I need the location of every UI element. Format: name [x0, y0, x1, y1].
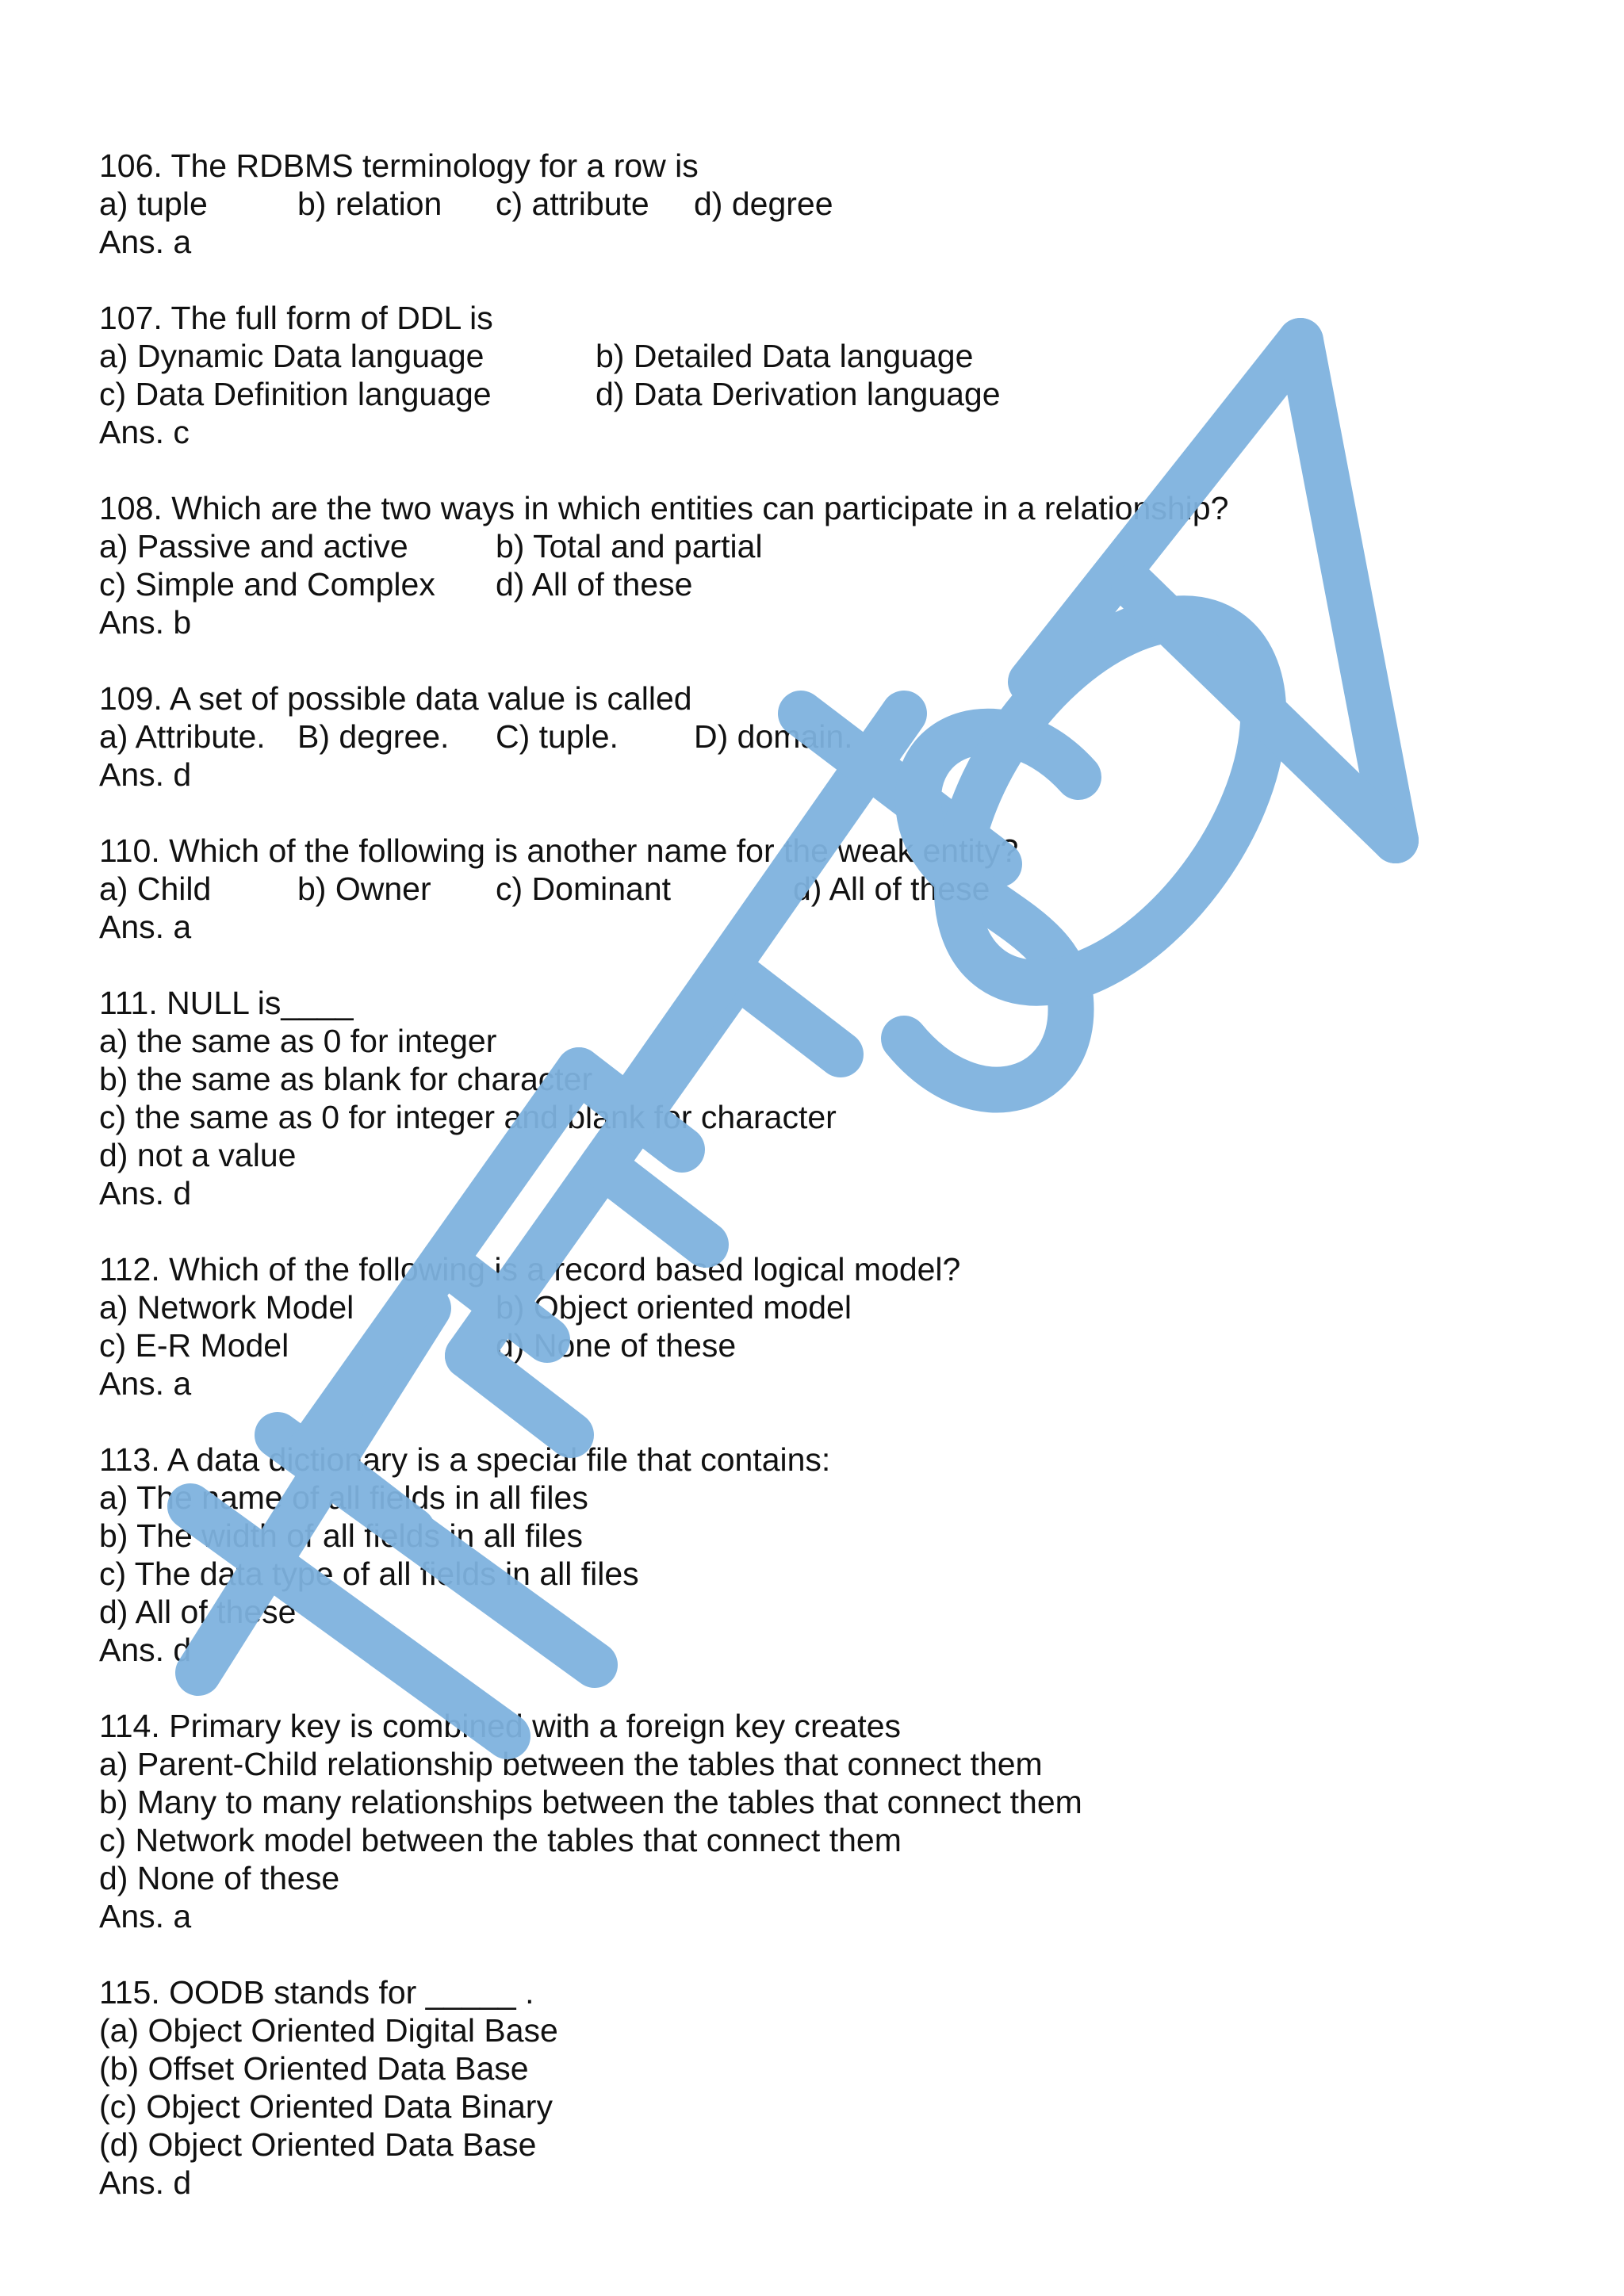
option-c: c) Simple and Complex: [99, 566, 435, 603]
question-115: [99, 1973, 1526, 2202]
options-row: [99, 565, 1526, 603]
options-row: [99, 1288, 1526, 1326]
answer: Ans. d: [99, 756, 192, 793]
question-109: [99, 679, 1526, 794]
answer: Ans. d: [99, 2164, 192, 2201]
options-row: [99, 527, 1526, 565]
question-stem: 107. The full form of DDL is: [99, 300, 493, 336]
question-stem: 112. Which of the following is a record based logical model?: [99, 1251, 961, 1288]
option-b: b) Object oriented model: [496, 1289, 852, 1326]
option-c: c) Data Definition language: [99, 376, 492, 412]
option-d: d) None of these: [496, 1327, 737, 1364]
option-b: b) Total and partial: [496, 528, 763, 564]
answer: Ans. a: [99, 1365, 192, 1402]
question-stem: 108. Which are the two ways in which entities can participate in a relationship?: [99, 490, 1229, 526]
option-d: d) Data Derivation language: [596, 376, 1001, 412]
option-a: a) Network Model: [99, 1289, 354, 1326]
options-row: [99, 185, 1526, 223]
answer: Ans. a: [99, 224, 192, 260]
option-c: c) Dominant: [496, 871, 672, 907]
option-c: (c) Object Oriented Data Binary: [99, 2088, 553, 2125]
option-d: D) domain.: [694, 718, 853, 755]
option-a: a) The name of all fields in all files: [99, 1479, 588, 1516]
question-stem: 111. NULL is____: [99, 985, 354, 1021]
option-d: d) degree: [694, 186, 833, 222]
answer: Ans. a: [99, 1898, 192, 1934]
option-c: c) E-R Model: [99, 1327, 289, 1364]
option-d: (d) Object Oriented Data Base: [99, 2126, 537, 2163]
answer: Ans. d: [99, 1175, 192, 1211]
question-106: [99, 147, 1526, 261]
option-b: (b) Offset Oriented Data Base: [99, 2050, 529, 2087]
options-row: [99, 1326, 1526, 1364]
option-b: b) The width of all fields in all files: [99, 1517, 583, 1554]
option-d: d) All of these: [99, 1594, 297, 1630]
question-114: [99, 1707, 1526, 1935]
option-c: c) The data type of all fields in all files: [99, 1556, 639, 1592]
answer: Ans. c: [99, 414, 190, 450]
answer: Ans. a: [99, 909, 192, 945]
question-stem: 113. A data dictionary is a special file that contains:: [99, 1441, 831, 1478]
question-stem: 109. A set of possible data value is called: [99, 680, 692, 717]
option-a: a) Parent-Child relationship between the tables that connect them: [99, 1746, 1043, 1782]
option-a: a) Passive and active: [99, 528, 408, 564]
question-stem: 106. The RDBMS terminology for a row is: [99, 147, 699, 184]
question-page: [99, 147, 1526, 2240]
option-b: b) Owner: [297, 871, 431, 907]
question-stem: 110. Which of the following is another name for the weak entity?: [99, 832, 1019, 869]
option-c: c) the same as 0 for integer and blank for character: [99, 1099, 837, 1135]
option-c: c) Network model between the tables that connect them: [99, 1822, 902, 1858]
question-107: [99, 299, 1526, 451]
option-d: d) None of these: [99, 1860, 340, 1896]
option-b: b) Many to many relationships between the tables that connect them: [99, 1784, 1082, 1820]
question-108: [99, 489, 1526, 641]
answer: Ans. b: [99, 604, 192, 641]
option-d: d) All of these: [793, 871, 990, 907]
option-b: b) Detailed Data language: [596, 338, 974, 374]
options-row: [99, 337, 1526, 375]
option-a: a) the same as 0 for integer: [99, 1023, 497, 1059]
option-b: b) relation: [297, 186, 442, 222]
options-row: [99, 870, 1526, 908]
options-row: [99, 375, 1526, 413]
question-stem: 115. OODB stands for _____ .: [99, 1974, 534, 2011]
option-a: (a) Object Oriented Digital Base: [99, 2012, 558, 2049]
option-d: d) All of these: [496, 566, 693, 603]
option-a: a) Child: [99, 871, 212, 907]
question-110: [99, 832, 1526, 946]
option-a: a) Dynamic Data language: [99, 338, 485, 374]
options-row: [99, 718, 1526, 756]
option-a: a) tuple: [99, 186, 208, 222]
option-c: C) tuple.: [496, 718, 619, 755]
option-a: a) Attribute.: [99, 718, 266, 755]
option-b: b) the same as blank for character: [99, 1061, 593, 1097]
option-c: c) attribute: [496, 186, 649, 222]
question-112: [99, 1250, 1526, 1402]
option-b: B) degree.: [297, 718, 450, 755]
option-d: d) not a value: [99, 1137, 297, 1173]
question-113: [99, 1441, 1526, 1669]
question-stem: 114. Primary key is combined with a foreign key creates: [99, 1708, 902, 1744]
question-111: [99, 984, 1526, 1212]
answer: Ans. d: [99, 1632, 192, 1668]
